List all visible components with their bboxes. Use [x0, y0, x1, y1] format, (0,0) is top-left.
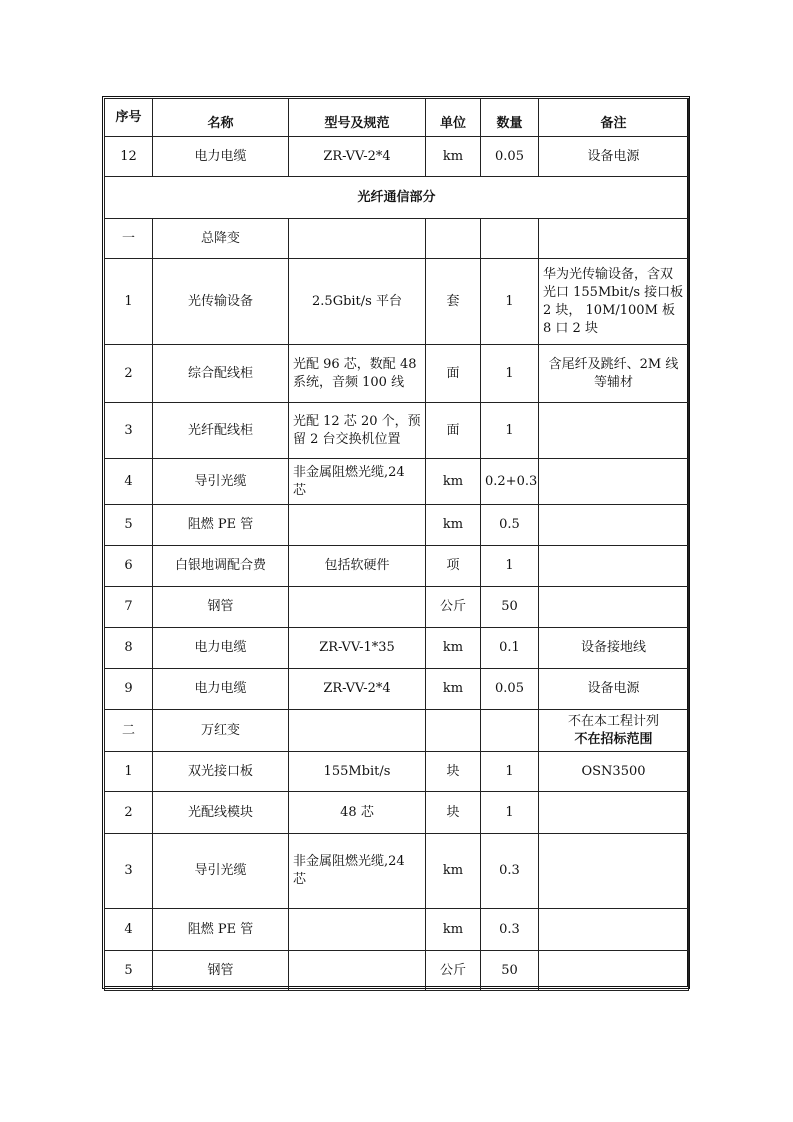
cell-qty: 0.3 — [481, 909, 539, 951]
cell-name: 光配线模块 — [153, 792, 289, 834]
group-seq: 一 — [105, 219, 153, 259]
cell-remark — [539, 587, 689, 628]
cell-model — [289, 909, 426, 951]
header-remark: 备注 — [539, 99, 689, 137]
cell-qty: 0.3 — [481, 834, 539, 909]
section-row — [105, 177, 689, 219]
cell-seq: 1 — [105, 259, 153, 345]
cell-model: 非金属阻燃光缆,24 芯 — [289, 459, 426, 505]
cell-remark — [539, 505, 689, 546]
equipment-table — [104, 98, 689, 991]
table-row — [105, 587, 689, 628]
table-row — [105, 628, 689, 669]
cell-unit: 套 — [426, 259, 481, 345]
cell-name: 钢管 — [153, 587, 289, 628]
cell-qty: 1 — [481, 752, 539, 792]
cell-qty: 0.1 — [481, 628, 539, 669]
cell-remark — [539, 459, 689, 505]
table-row — [105, 403, 689, 459]
cell-seq: 7 — [105, 587, 153, 628]
cell-name: 导引光缆 — [153, 834, 289, 909]
cell-name: 光传输设备 — [153, 259, 289, 345]
cell-name: 导引光缆 — [153, 459, 289, 505]
cell-remark — [539, 403, 689, 459]
cell-unit: km — [426, 834, 481, 909]
cell-model: 2.5Gbit/s 平台 — [289, 259, 426, 345]
remark-line-bold: 不在招标范围 — [574, 731, 653, 747]
group-name: 万红变 — [153, 710, 289, 752]
header-row — [105, 99, 689, 137]
cell-unit: km — [426, 628, 481, 669]
section-title: 光纤通信部分 — [105, 177, 689, 219]
group-seq: 二 — [105, 710, 153, 752]
remark-line: 不在本工程计列 — [567, 713, 659, 729]
cell-remark — [539, 792, 689, 834]
cell-qty: 1 — [481, 546, 539, 587]
cell-seq: 9 — [105, 669, 153, 710]
cell-model — [289, 505, 426, 546]
table-row — [105, 345, 689, 403]
cell-model: ZR-VV-2*4 — [289, 137, 426, 177]
table-row — [105, 546, 689, 587]
cell-unit: 面 — [426, 403, 481, 459]
table-row — [105, 505, 689, 546]
cell-unit: km — [426, 505, 481, 546]
table-row — [105, 752, 689, 792]
cell-model: ZR-VV-2*4 — [289, 669, 426, 710]
table-row — [105, 909, 689, 951]
table-row — [105, 259, 689, 345]
table-row — [105, 137, 689, 177]
cell-model — [289, 951, 426, 991]
cell-seq: 3 — [105, 834, 153, 909]
cell-remark: 设备接地线 — [539, 628, 689, 669]
cell-model — [289, 587, 426, 628]
cell-remark: 华为光传输设备，含双光口 155Mbit/s 接口板 2 块， 10M/100M 板 8 口 2 块 — [539, 259, 689, 345]
cell-name: 阻燃 PE 管 — [153, 505, 289, 546]
header-model: 型号及规范 — [289, 99, 426, 137]
cell-seq: 1 — [105, 752, 153, 792]
group-row — [105, 219, 689, 259]
cell-seq: 12 — [105, 137, 153, 177]
cell-unit: km — [426, 137, 481, 177]
cell-qty: 1 — [481, 792, 539, 834]
table-row — [105, 951, 689, 991]
cell-qty: 1 — [481, 345, 539, 403]
cell-qty: 0.5 — [481, 505, 539, 546]
cell-remark: OSN3500 — [539, 752, 689, 792]
cell-name: 电力电缆 — [153, 628, 289, 669]
header-seq: 序号 — [105, 99, 153, 137]
cell-seq: 8 — [105, 628, 153, 669]
cell-unit: 公斤 — [426, 951, 481, 991]
cell-unit: 项 — [426, 546, 481, 587]
cell-model: 155Mbit/s — [289, 752, 426, 792]
table-row — [105, 459, 689, 505]
table-row — [105, 669, 689, 710]
cell-remark — [539, 951, 689, 991]
group-row — [105, 710, 689, 752]
cell-seq: 4 — [105, 909, 153, 951]
cell-unit: 块 — [426, 752, 481, 792]
cell-qty: 0.2+0.3 — [481, 459, 539, 505]
cell-qty: 50 — [481, 587, 539, 628]
cell-seq: 2 — [105, 792, 153, 834]
cell-remark — [539, 834, 689, 909]
cell-seq: 5 — [105, 951, 153, 991]
cell-model: ZR-VV-1*35 — [289, 628, 426, 669]
cell-name: 阻燃 PE 管 — [153, 909, 289, 951]
table-row — [105, 792, 689, 834]
cell-name: 钢管 — [153, 951, 289, 991]
cell-model: 48 芯 — [289, 792, 426, 834]
cell-unit: km — [426, 459, 481, 505]
cell-seq: 3 — [105, 403, 153, 459]
cell-qty: 50 — [481, 951, 539, 991]
cell-remark: 设备电源 — [539, 669, 689, 710]
cell-unit: 块 — [426, 792, 481, 834]
cell-seq: 6 — [105, 546, 153, 587]
header-name: 名称 — [153, 99, 289, 137]
cell-seq: 4 — [105, 459, 153, 505]
cell-seq: 5 — [105, 505, 153, 546]
cell-model: 光配 96 芯，数配 48 系统，音频 100 线 — [289, 345, 426, 403]
table-row — [105, 834, 689, 909]
header-unit: 单位 — [426, 99, 481, 137]
group-remark — [539, 710, 689, 752]
cell-remark: 含尾纤及跳纤、2M 线等辅材 — [539, 345, 689, 403]
cell-model: 包括软硬件 — [289, 546, 426, 587]
cell-qty: 0.05 — [481, 137, 539, 177]
cell-unit: 公斤 — [426, 587, 481, 628]
cell-remark: 设备电源 — [539, 137, 689, 177]
cell-name: 综合配线柜 — [153, 345, 289, 403]
cell-model: 非金属阻燃光缆,24 芯 — [289, 834, 426, 909]
cell-qty: 0.05 — [481, 669, 539, 710]
cell-model: 光配 12 芯 20 个，预留 2 台交换机位置 — [289, 403, 426, 459]
cell-name: 双光接口板 — [153, 752, 289, 792]
header-qty: 数量 — [481, 99, 539, 137]
cell-unit: km — [426, 669, 481, 710]
group-name: 总降变 — [153, 219, 289, 259]
cell-name: 电力电缆 — [153, 137, 289, 177]
cell-unit: 面 — [426, 345, 481, 403]
cell-unit: km — [426, 909, 481, 951]
cell-name: 电力电缆 — [153, 669, 289, 710]
cell-qty: 1 — [481, 403, 539, 459]
cell-name: 光纤配线柜 — [153, 403, 289, 459]
cell-seq: 2 — [105, 345, 153, 403]
cell-remark — [539, 546, 689, 587]
cell-qty: 1 — [481, 259, 539, 345]
cell-remark — [539, 909, 689, 951]
cell-name: 白银地调配合费 — [153, 546, 289, 587]
